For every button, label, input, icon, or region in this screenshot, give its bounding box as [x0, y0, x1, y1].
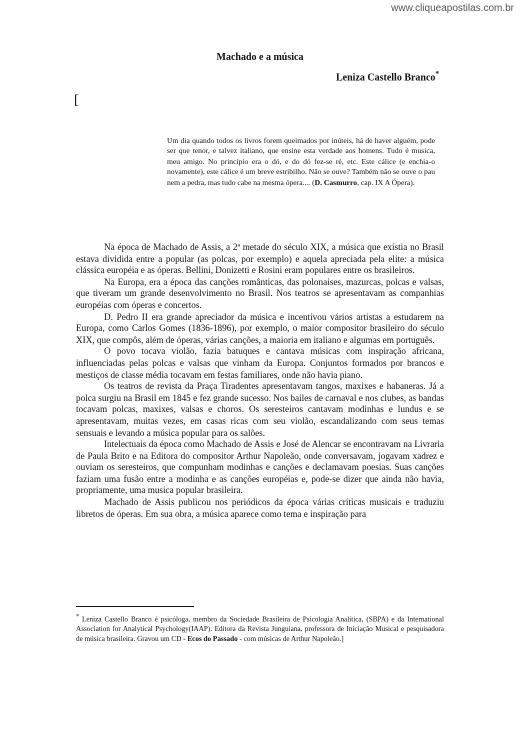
paragraph: Intelectuais da época como Machado de Assis e José de Alencar se encontravam na Livraria de Paula Brito e na Editora do compositor Arthur Napoleão, onde conversavam, jogavam xadrez e ouviam os seresteiros, que compunham modinhas e canções e declamavam poesias. Suas canções faziam uma fusão entre a modinha e as canções européias e, pode-se dizer que ainda não havia, propriamente, uma musica popular brasileira. [76, 439, 444, 496]
article-body [76, 242, 444, 520]
paragraph: Os teatros de revista da Praça Tiradentes apresentavam tangos, maxixes e habaneras. Já a polca surgiu na Brasil em 1845 e fez grande sucesso. Nos bailes de carnaval e nos clubes, as bandas tocavam polcas, maxixes, valsas e choros. Os seresteiros cantavam modinhas e lundus e se apresentavam, muitas vezes, em casas ricas com seu violão, escandalizando com seus temas sensuais e levando a música popular para os salões. [76, 381, 444, 438]
footnote-marker: * [435, 70, 439, 78]
footnote-divider [76, 606, 194, 607]
footnote-text: Leniza Castello Branco é psicóloga, membro da Sociedade Brasileira de Psicologia Analítica, (SBPA) e da International Association for Analytical Psychology(IAAP). Editora da Revista Junguiana, professora de Iniciação Musical e pesquisadora de música brasileira. Gravou um CD - [76, 615, 444, 644]
paragraph: Na Europa, era a época das canções românticas, das polonaises, mazurcas, polcas e valsas, que tiveram um grande desenvolvimento no Brasil. Nos teatros se apresentavam as companhias européias com óperas e concertos. [76, 276, 444, 310]
epigraph-tail: , cap. IX A Ópera). [357, 177, 415, 187]
footnote-tail: - com músicas de Arthur Napoleão.] [237, 635, 344, 644]
watermark-url[interactable]: www.cliqueapostilas.com.br [391, 3, 514, 14]
footnote-mark: * [76, 614, 79, 620]
paragraph: Machado de Assis publicou nos periódicos da época várias críticas musicais e traduziu libretos de óperas. Em sua obra, a música aparece como tema e inspiração para [76, 497, 444, 519]
epigraph-quote [167, 136, 435, 188]
paragraph: O povo tocava violão, fazia batuques e cantava músicas com inspiração africana, influenciadas pelas polcas e valsas que vinham da Europa. Conjuntos formados por brancos e mestiços de classe média tocavam em festas familiares, onde não havia piano. [76, 346, 444, 380]
paragraph: D. Pedro II era grande apreciador da música e incentivou vários artistas a estudarem na Europa, como Carlos Gomes (1836-1896), por exemplo, o maior compositor brasileiro do século XIX, que compôs, além de óperas, várias canções, a maioria em italiano e algumas em português. [76, 311, 444, 345]
footnote [76, 612, 444, 644]
author-name [336, 70, 439, 83]
stray-bracket: [ [74, 93, 79, 108]
footnote-cd-title: Ecos do Passado [187, 635, 238, 644]
paragraph: Na época de Machado de Assis, a 2ª metade do século XIX, a música que existia no Brasil estava dividida entre a popular (as polcas, por exemplo) e aquela apreciada pela elite: a música clássica européia e as óperas. Bellini, Donizetti e Rosini eram populares entre os brasileiros. [76, 242, 444, 276]
epigraph-source: D. Casmurro [314, 177, 358, 187]
page-title: Machado e a música [216, 52, 304, 63]
epigraph-text: Um dia quando todos os livros forem queimados por inúteis, há de haver alguém, pode ser que tenor, e talvez italiano, que ensine esta verdade aos homens. Tudo é musica, meu amigo. No princípio era o dó, e do dó fez-se ré, etc. Este cálice (e enchia-o novamente), este cálice é um breve estribilho. Não se ouve? Também não se ouve o pau nem a pedra, mas tudo cabe na mesma ópera.... ( [167, 136, 435, 187]
author-label: Leniza Castello Branco [336, 72, 436, 84]
